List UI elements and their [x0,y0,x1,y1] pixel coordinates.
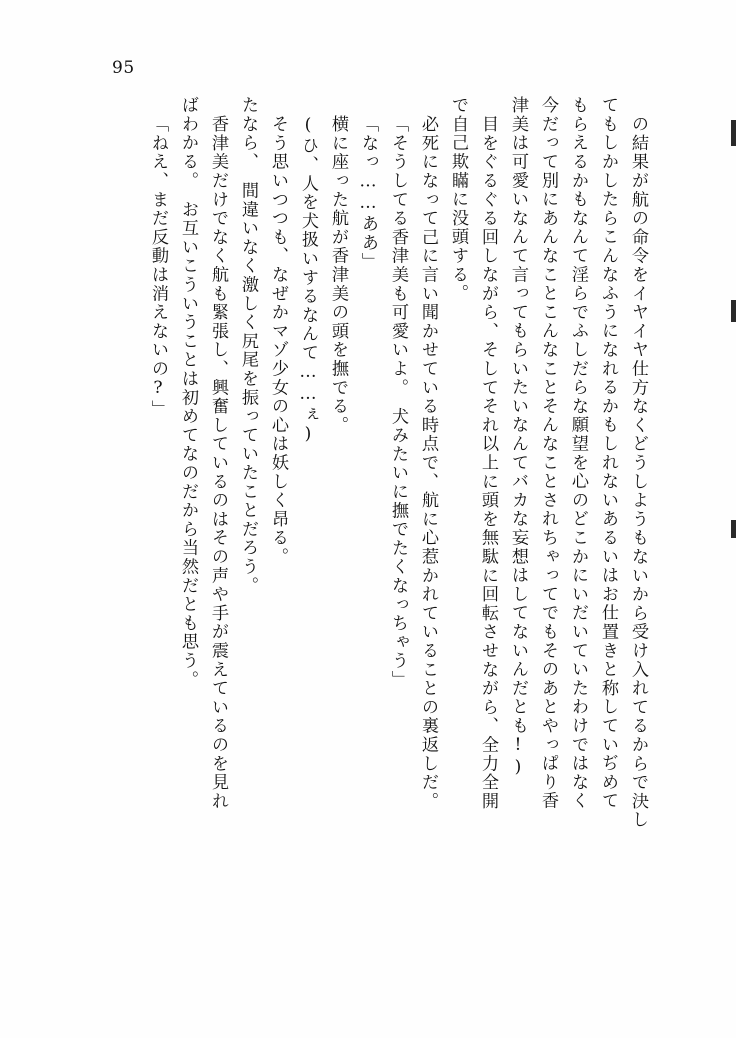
text-line: てもしかしたらこんなふうになれるかもしれないあるいはお仕置きと称していぢめて [598,96,618,811]
text-line: たなら、 間違いなく激しく尻尾を振っていたことだろう。 [238,96,258,595]
edge-mark [731,300,736,322]
edge-mark [731,120,736,146]
text-line: 目をぐるぐる回しながら、そしてそれ以上に頭を無駄に回転させながら、全力全開 [478,115,498,811]
text-line: 今だって別にあんなことこんなことそんなことされちゃってでもそのあとやっぱり香 [538,96,558,811]
text-line: そう思いつつも、なぜかマゾ少女の心は妖しく昂る。 [268,115,288,567]
text-line: 「なっ……ああ」 [358,115,378,271]
text-line: 香津美だけでなく航も緊張し、興奮しているのはその声や手が震えているのを見れ [208,115,228,811]
text-line: ばわかる。 お互いこういうことは初めてなのだから当然だとも思う。 [178,96,198,689]
text-line: 横に座った航が香津美の頭を撫でる。 [328,115,348,435]
text-line: もらえるかもなんて淫らでふしだらな願望を心のどこかにいだいていたわけではなく [568,96,588,811]
page-number: 95 [112,58,135,78]
vertical-text-block [86,96,646,956]
text-line: (ひ、人を犬扱いするなんて……ぇ) [298,115,318,446]
edge-mark [731,520,736,538]
text-line: 必死になって己に言い聞かせている時点で、航に心惹かれていることの裏返しだ。 [418,115,438,811]
text-line: 「ねえ、まだ反動は消えないの?」 [148,115,168,419]
text-line: 「そうしてる香津美も可愛いよ。 犬みたいに撫でたくなっちゃう」 [388,115,408,690]
text-line: の結果が航の命令をイヤイヤ仕方なくどうしようもないから受け入れてるからで決し [628,115,648,830]
text-line: 津美は可愛いなんて言ってもらいたいなんてバカな妄想はしてないんだとも!) [508,96,528,779]
text-line: で自己欺瞞に没頭する。 [448,96,468,303]
